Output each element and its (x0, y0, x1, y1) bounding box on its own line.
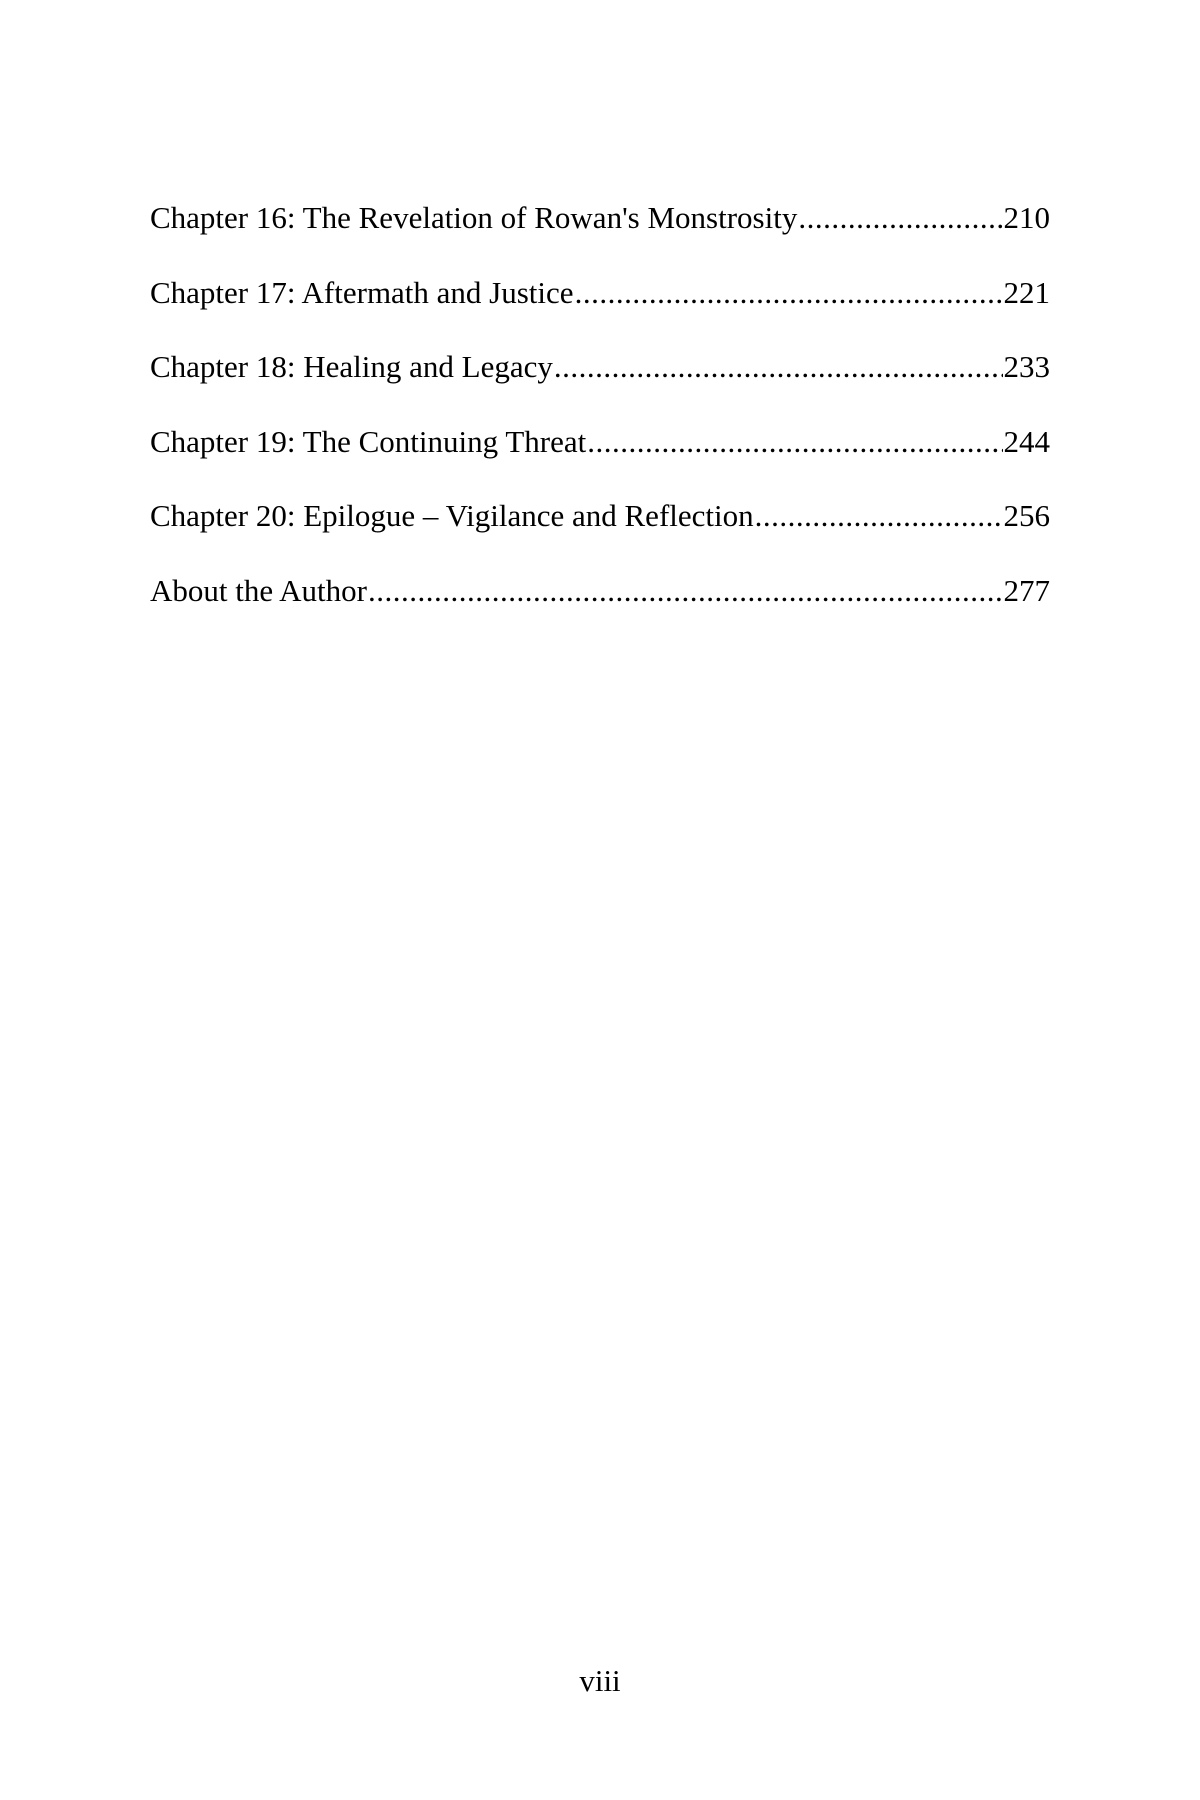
table-of-contents (150, 198, 1050, 645)
dot-leader (755, 496, 1003, 536)
dot-leader (575, 273, 1003, 313)
toc-entry-title: Chapter 18: Healing and Legacy (150, 349, 553, 384)
toc-entry[interactable] (150, 571, 1050, 646)
toc-entry-page: 210 (1003, 200, 1050, 235)
toc-entry-title: Chapter 19: The Continuing Threat (150, 423, 587, 459)
toc-entry-page: 221 (1003, 274, 1050, 310)
toc-entry-page: 233 (1003, 349, 1050, 384)
toc-entry-title: Chapter 16: The Revelation of Rowan's Monstrosity (150, 200, 798, 235)
toc-entry-page: 244 (1003, 423, 1050, 459)
toc-entry-title: About the Author (150, 572, 367, 608)
dot-leader (587, 422, 1002, 462)
toc-entry-page: 256 (1003, 498, 1050, 533)
dot-leader (798, 198, 1002, 238)
toc-entry-title: Chapter 20: Epilogue – Vigilance and Reflection (150, 498, 754, 533)
dot-leader (368, 571, 1003, 611)
toc-entry-page: 277 (1003, 572, 1050, 608)
toc-entry-title: Chapter 17: Aftermath and Justice (150, 274, 574, 310)
toc-entry[interactable] (150, 496, 1050, 571)
toc-entry[interactable] (150, 273, 1050, 348)
toc-entry[interactable] (150, 347, 1050, 422)
toc-entry[interactable] (150, 422, 1050, 497)
toc-entry[interactable] (150, 198, 1050, 273)
dot-leader (554, 347, 1003, 387)
page-number: viii (579, 1663, 621, 1698)
